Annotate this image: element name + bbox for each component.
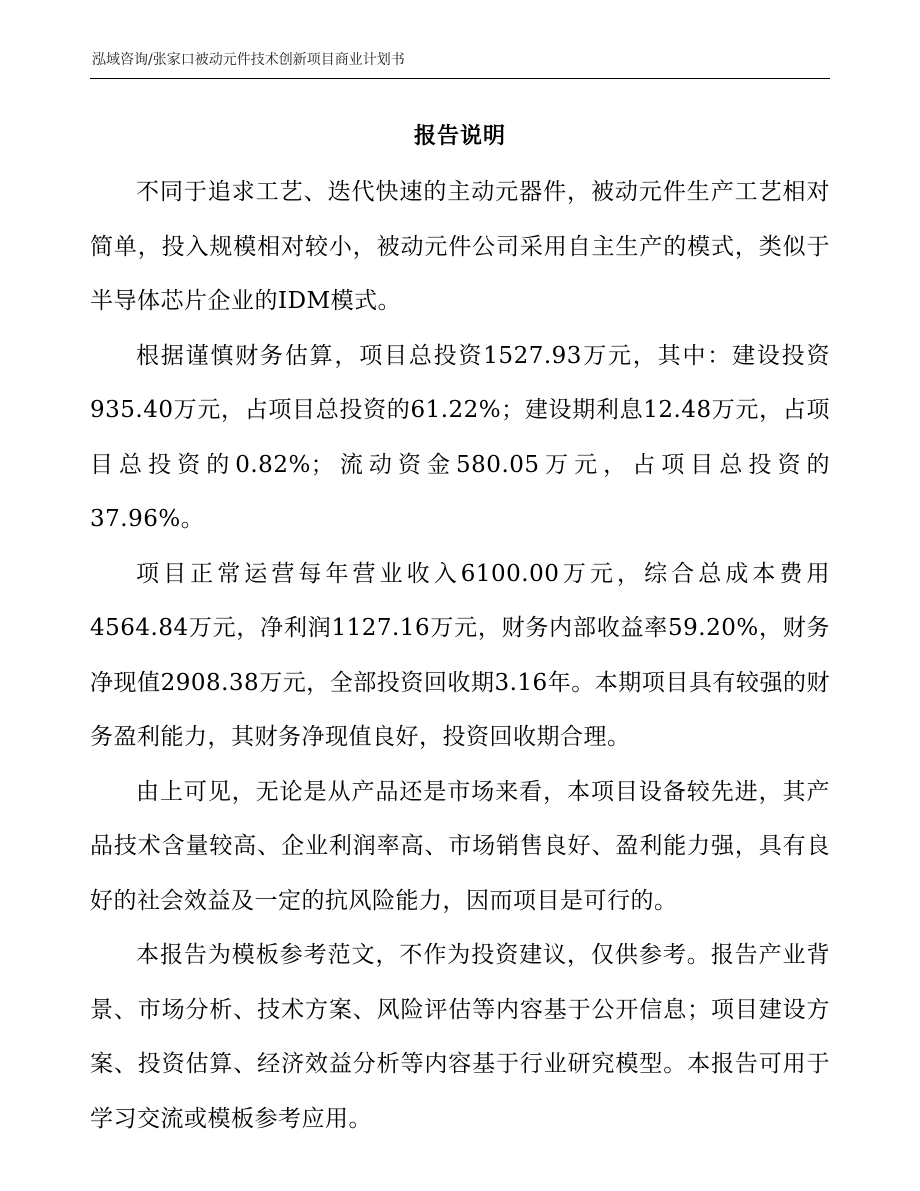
paragraph-investment: 根据谨慎财务估算，项目总投资1527.93万元，其中：建设投资935.40万元，占项目总投资的61.22%；建设期利息12.48万元，占项目总投资的0.82%；流动资金580.05万元，占项目总投资的37.96%。: [90, 342, 830, 532]
paragraph-intro: 不同于追求工艺、迭代快速的主动元器件，被动元件生产工艺相对简单，投入规模相对较小，被动元件公司采用自主生产的模式，类似于半导体芯片企业的IDM模式。: [90, 179, 830, 314]
paragraph-disclaimer: 本报告为模板参考范文，不作为投资建议，仅供参考。报告产业背景、市场分析、技术方案、风险评估等内容基于公开信息；项目建设方案、投资估算、经济效益分析等内容基于行业研究模型。本报告可用于学习交流或模板参考应用。: [90, 942, 830, 1132]
document-body: [90, 165, 830, 1146]
paragraph-conclusion: 由上可见，无论是从产品还是市场来看，本项目设备较先进，其产品技术含量较高、企业利润率高、市场销售良好、盈利能力强，具有良好的社会效益及一定的抗风险能力，因而项目是可行的。: [90, 778, 830, 914]
page-header: 泓域咨询/张家口被动元件技术创新项目商业计划书: [92, 52, 405, 68]
paragraph-revenue: 项目正常运营每年营业收入6100.00万元，综合总成本费用4564.84万元，净利润1127.16万元，财务内部收益率59.20%，财务净现值2908.38万元，全部投资回收期3.16年。本期项目具有较强的财务盈利能力，其财务净现值良好，投资回收期合理。: [90, 560, 830, 750]
section-title: 报告说明: [413, 123, 506, 149]
header-divider: [90, 78, 830, 79]
